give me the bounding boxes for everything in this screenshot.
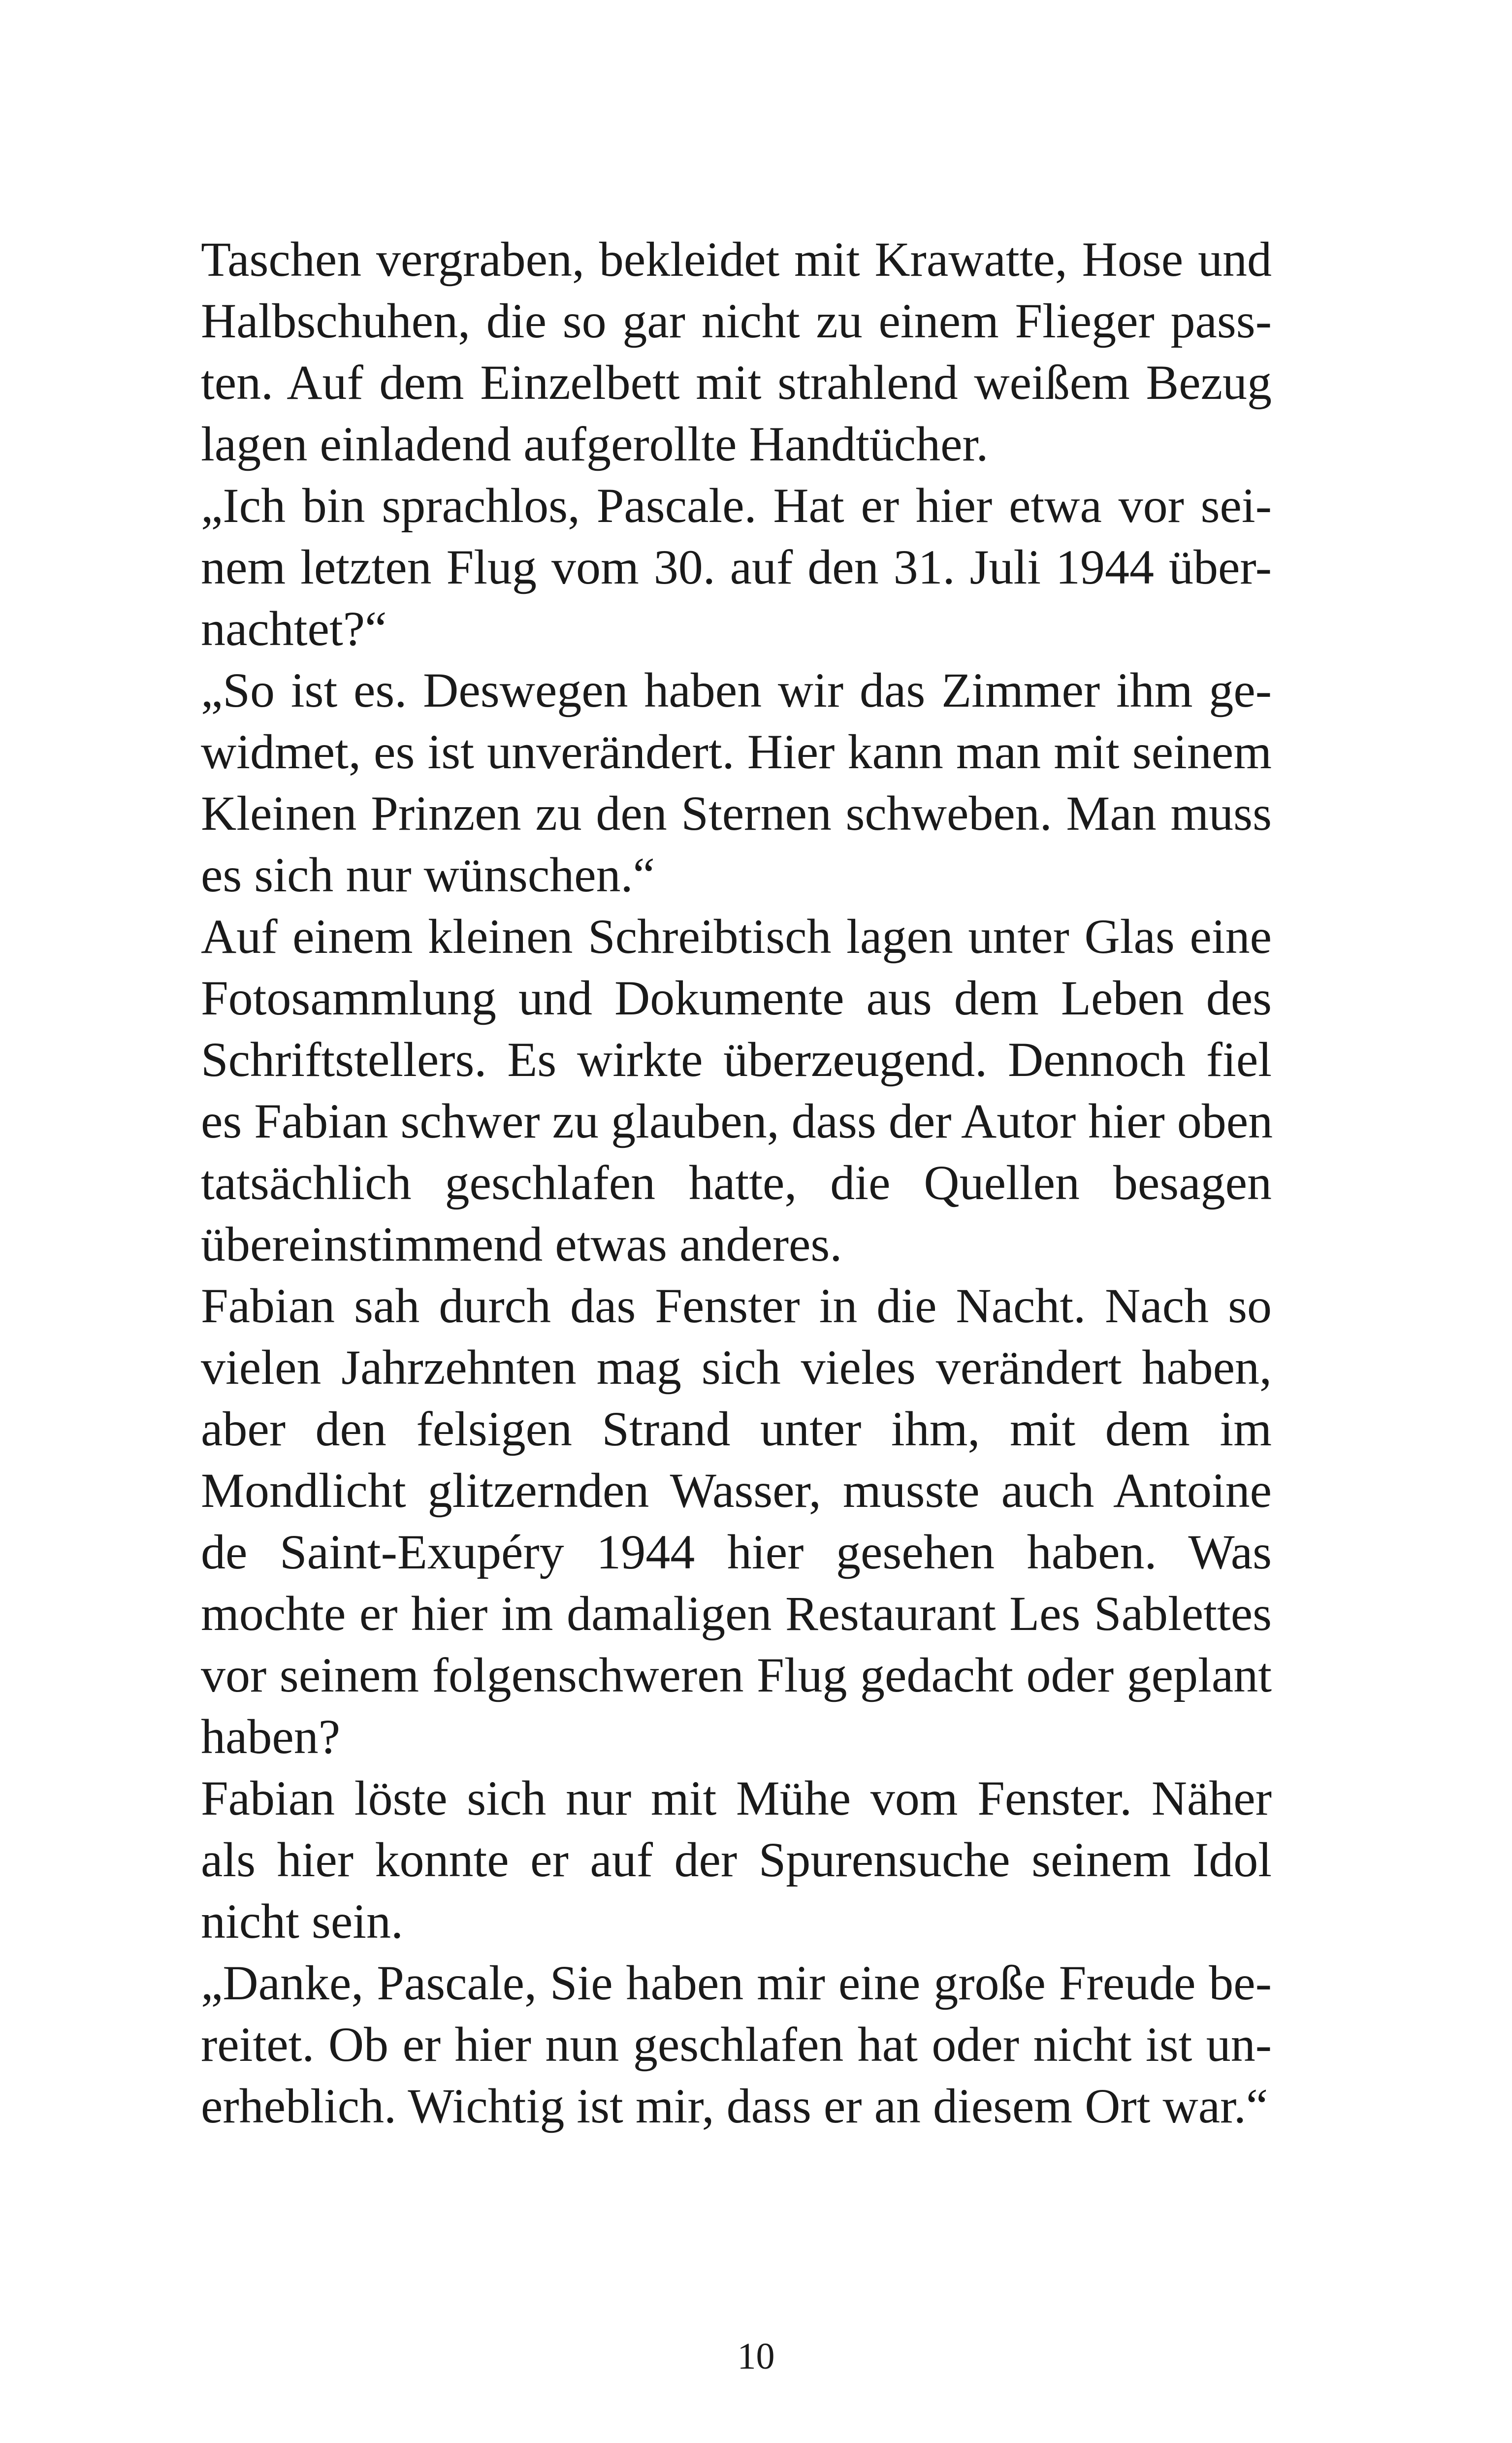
text-line: Auf einem kleinen Schreibtisch lagen unter Glas eine xyxy=(201,909,1272,964)
text-line: übereinstimmend etwas anderes. xyxy=(201,1217,842,1271)
text-line: als hier konnte er auf der Spurensuche seinem Idol xyxy=(201,1832,1272,1887)
text-line: Kleinen Prinzen zu den Sternen schweben. Man muss xyxy=(201,786,1272,841)
text-line: Fabian löste sich nur mit Mühe vom Fenster. Näher xyxy=(201,1771,1272,1825)
text-line: Fotosammlung und Dokumente aus dem Leben des xyxy=(201,971,1272,1025)
text-line: lagen einladend aufgerollte Handtücher. xyxy=(201,417,989,471)
text-line: Schriftstellers. Es wirkte überzeugend. Dennoch fiel xyxy=(201,1032,1272,1087)
text-line: nem letzten Flug vom 30. auf den 31. Juli 1944 über- xyxy=(201,540,1272,594)
text-line: Halbschuhen, die so gar nicht zu einem Flieger pass- xyxy=(201,293,1272,348)
text-line: erheblich. Wichtig ist mir, dass er an diesem Ort war.“ xyxy=(201,2079,1268,2133)
text-line: „Danke, Pascale, Sie haben mir eine große Freude be- xyxy=(201,1955,1272,2010)
text-line: vor seinem folgenschweren Flug gedacht oder geplant xyxy=(201,1648,1272,1702)
text-line: ten. Auf dem Einzelbett mit strahlend weißem Bezug xyxy=(201,355,1272,410)
text-line: es sich nur wünschen.“ xyxy=(201,847,655,902)
text-line: Mondlicht glitzernden Wasser, musste auch Antoine xyxy=(201,1463,1272,1518)
text-line: widmet, es ist unverändert. Hier kann man mit seinem xyxy=(201,724,1272,779)
text-line: haben? xyxy=(201,1709,341,1764)
text-line: „So ist es. Deswegen haben wir das Zimmer ihm ge- xyxy=(201,663,1272,717)
text-line: aber den felsigen Strand unter ihm, mit dem im xyxy=(201,1401,1272,1456)
text-line: vielen Jahrzehnten mag sich vieles verändert haben, xyxy=(201,1340,1272,1395)
text-line: reitet. Ob er hier nun geschlafen hat oder nicht ist un- xyxy=(201,2017,1272,2072)
text-line: es Fabian schwer zu glauben, dass der Autor hier oben xyxy=(201,1094,1273,1148)
text-line: nachtet?“ xyxy=(201,601,387,656)
text-line: tatsächlich geschlafen hatte, die Quellen besagen xyxy=(201,1155,1272,1210)
text-line: Taschen vergraben, bekleidet mit Krawatte, Hose und xyxy=(201,232,1272,287)
text-line: de Saint-Exupéry 1944 hier gesehen haben. Was xyxy=(201,1525,1272,1579)
text-line: Fabian sah durch das Fenster in die Nacht. Nach so xyxy=(201,1278,1272,1333)
text-line: mochte er hier im damaligen Restaurant Les Sablettes xyxy=(201,1586,1272,1641)
body-text xyxy=(201,228,1272,2137)
text-line: „Ich bin sprachlos, Pascale. Hat er hier etwa vor sei- xyxy=(201,478,1272,533)
page-number: 10 xyxy=(737,2336,775,2377)
text-line: nicht sein. xyxy=(201,1894,404,1949)
